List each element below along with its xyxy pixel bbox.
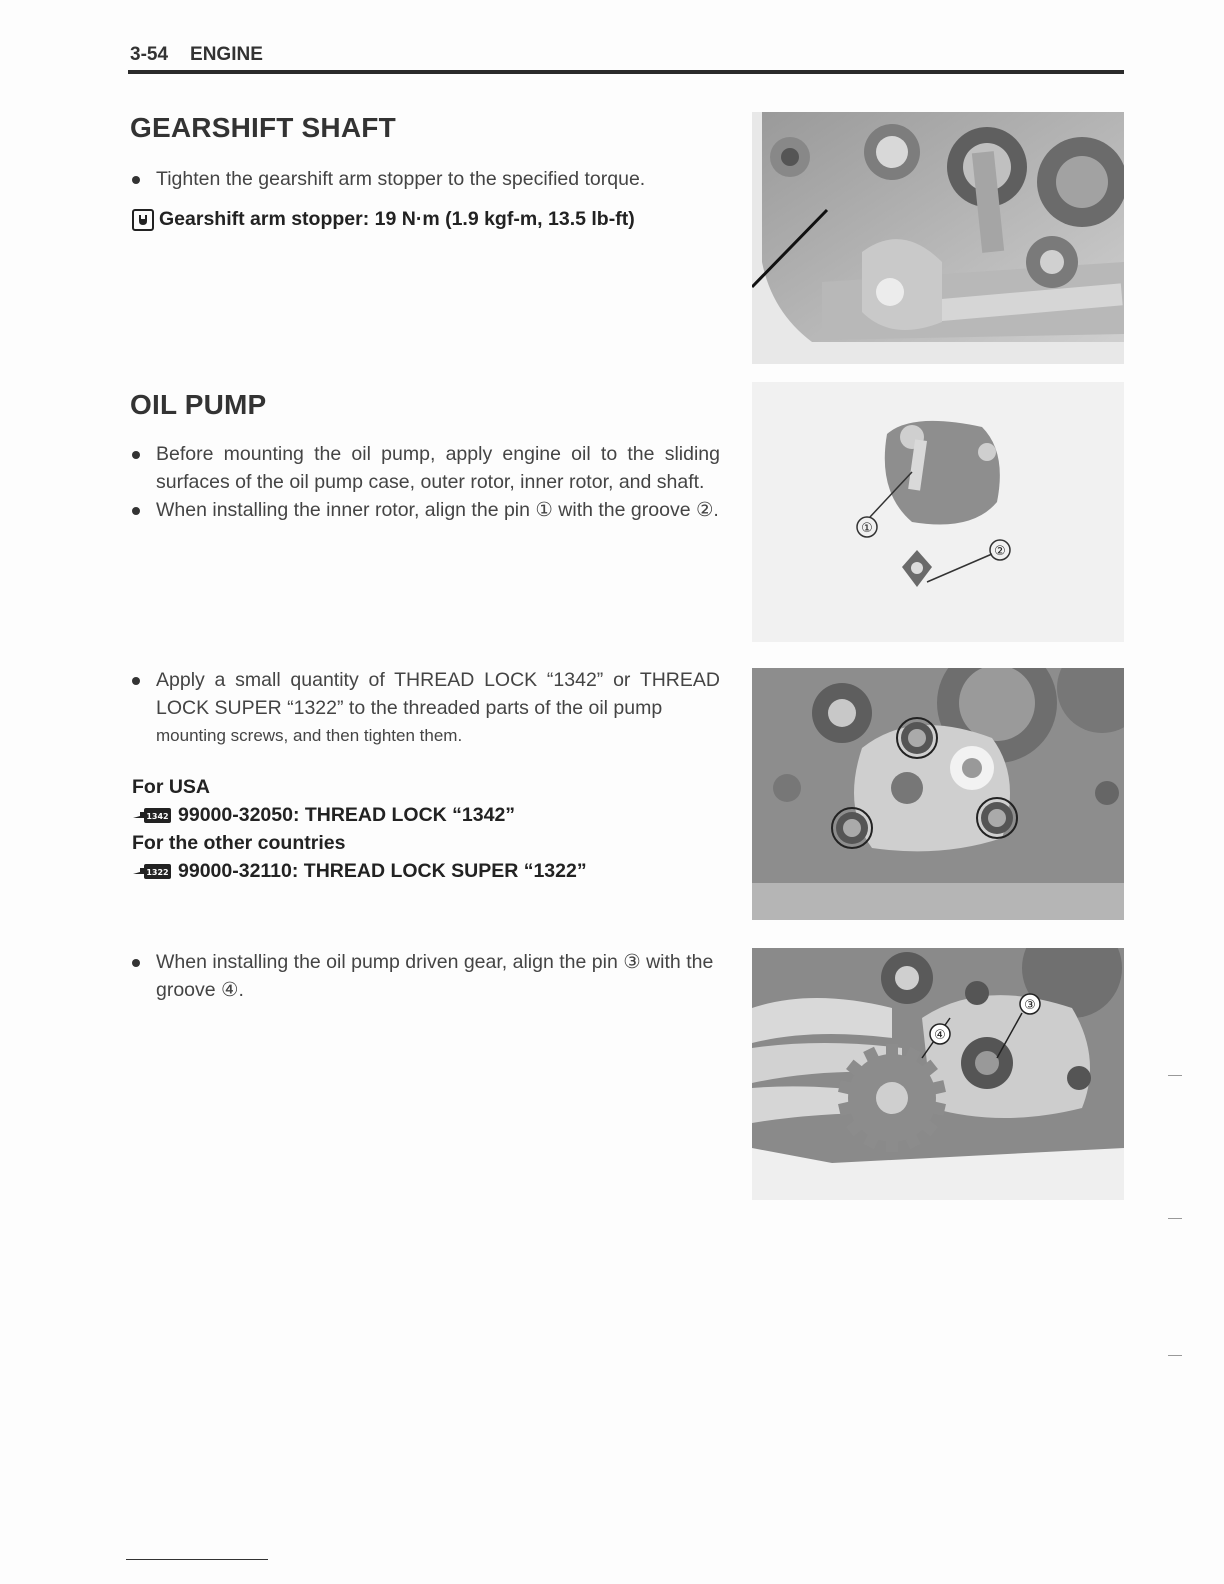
callout-1: ①	[861, 521, 873, 536]
margin-tick	[1168, 1075, 1182, 1076]
gearshift-bullets	[130, 165, 720, 193]
gearshift-title: GEARSHIFT SHAFT	[130, 112, 396, 143]
thread-lock-1322	[132, 857, 722, 885]
oil-pump-mounted-photo	[752, 668, 1124, 920]
callout-4: ④	[934, 1028, 946, 1043]
oil-pump-bullet-2: When installing the inner rotor, align the pin ① with the groove ②.	[130, 496, 720, 524]
oil-pump-title: OIL PUMP	[130, 389, 267, 420]
svg-text:1322: 1322	[146, 868, 169, 877]
gearshift-bullet: Tighten the gearshift arm stopper to the specified torque.	[130, 165, 720, 193]
thread-lock-tube-icon	[132, 860, 172, 882]
driven-gear-photo	[752, 948, 1124, 1200]
oil-pump-bullets-1	[130, 440, 720, 524]
footer-rule	[126, 1559, 268, 1560]
gearshift-spec	[132, 208, 635, 231]
svg-text:1342: 1342	[146, 812, 169, 821]
driven-gear-bullets	[130, 948, 720, 1004]
callout-3: ③	[1024, 998, 1036, 1013]
thread-lock-tube-icon	[132, 804, 172, 826]
thread-lock-1322-text: 99000-32110: THREAD LOCK SUPER “1322”	[178, 859, 587, 882]
header-rule	[128, 70, 1124, 74]
gearshift-spec-text: Gearshift arm stopper: 19 N·m (1.9 kgf-m, 13.5 lb-ft)	[159, 208, 635, 230]
section-name: ENGINE	[190, 44, 263, 65]
thread-lock-bullet: Apply a small quantity of THREAD LOCK “1342” or THREAD LOCK SUPER “1322” to the threaded parts of the oil pump	[130, 666, 720, 722]
thread-lock-1342	[132, 801, 722, 829]
margin-tick	[1168, 1355, 1182, 1356]
thread-lock-bullet-tail: mounting screws, and then tighten them.	[156, 726, 463, 745]
margin-tick	[1168, 1218, 1182, 1219]
oil-pump-bullet-1: Before mounting the oil pump, apply engine oil to the sliding surfaces of the oil pump case, outer rotor, inner rotor, and shaft.	[130, 440, 720, 496]
thread-lock-bullets	[130, 666, 720, 750]
thread-lock-spec	[132, 773, 722, 885]
torque-wrench-icon	[132, 209, 154, 231]
page-number: 3-54	[130, 44, 169, 65]
callout-2: ②	[994, 544, 1006, 559]
oil-pump-parts-photo	[752, 382, 1124, 642]
driven-gear-bullet: When installing the oil pump driven gear, align the pin ③ with the groove ④.	[130, 948, 720, 1004]
region-usa: For USA	[132, 776, 210, 798]
gearshift-photo	[752, 112, 1124, 364]
thread-lock-1342-text: 99000-32050: THREAD LOCK “1342”	[178, 803, 516, 826]
region-other: For the other countries	[132, 832, 346, 854]
page-header	[130, 44, 263, 66]
